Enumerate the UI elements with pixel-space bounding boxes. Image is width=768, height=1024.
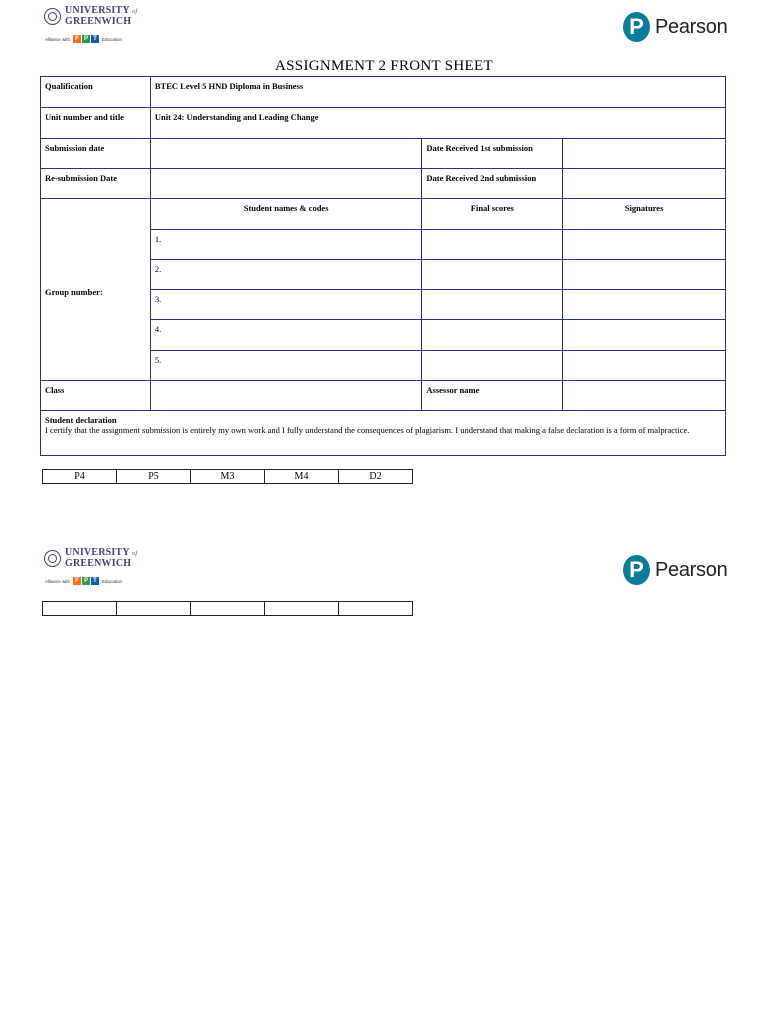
unit-value: Unit 24: Understanding and Leading Change xyxy=(150,108,725,139)
pearson-p-icon: P xyxy=(623,12,650,42)
university-of: of xyxy=(132,9,138,15)
greenwich-crest-icon xyxy=(44,550,61,567)
fpt-letter-t: T xyxy=(91,577,99,585)
criteria-table xyxy=(42,469,413,484)
final-score-field[interactable] xyxy=(422,290,563,320)
university-line2: GREENWICH xyxy=(65,558,132,569)
alliance-with-fpt xyxy=(45,35,137,43)
col-final-scores: Final scores xyxy=(422,199,563,230)
student-name-field[interactable]: 3. xyxy=(150,290,422,320)
resubmission-date-field[interactable] xyxy=(150,169,422,199)
qualification-label: Qualification xyxy=(41,77,151,108)
pearson-logo-page2 xyxy=(623,555,727,585)
student-name-field[interactable]: 2. xyxy=(150,260,422,290)
fpt-letter-p: P xyxy=(84,36,89,42)
student-name-field[interactable]: 1. xyxy=(150,230,422,260)
received-1st-field[interactable] xyxy=(563,139,726,169)
university-of-greenwich-logo-page2 xyxy=(44,548,137,585)
fpt-letter-p: P xyxy=(84,578,89,584)
criterion-d2: D2 xyxy=(339,470,413,484)
university-line2: GREENWICH xyxy=(65,16,132,27)
resubmission-date-label: Re-submission Date xyxy=(41,169,151,199)
pearson-wordmark: Pearson xyxy=(655,558,728,581)
qualification-value: BTEC Level 5 HND Diploma in Business xyxy=(150,77,725,108)
front-sheet-table xyxy=(40,76,726,456)
criterion-p4: P4 xyxy=(43,470,117,484)
university-line1: UNIVERSITY xyxy=(65,547,130,558)
criterion-cell xyxy=(117,602,191,616)
fpt-letter-f: F xyxy=(73,577,81,585)
final-score-field[interactable] xyxy=(422,260,563,290)
signature-field[interactable] xyxy=(563,351,726,381)
submission-date-field[interactable] xyxy=(150,139,422,169)
col-student-names: Student names & codes xyxy=(150,199,422,230)
criterion-p5: P5 xyxy=(117,470,191,484)
declaration-text: I certify that the assignment submission is entirely my own work and I fully understand the consequences of plagiarism. I understand that making a false declaration is a form of malpractice. xyxy=(45,425,690,435)
class-label: Class xyxy=(41,381,151,411)
signature-field[interactable] xyxy=(563,290,726,320)
alliance-prefix: Alliance with xyxy=(45,578,71,584)
final-score-field[interactable] xyxy=(422,351,563,381)
criterion-m4: M4 xyxy=(265,470,339,484)
alliance-suffix: Education xyxy=(102,36,123,42)
page-title: ASSIGNMENT 2 FRONT SHEET xyxy=(275,58,493,74)
university-of: of xyxy=(132,551,138,557)
alliance-with-fpt xyxy=(45,577,137,585)
pearson-logo xyxy=(623,12,727,42)
final-score-field[interactable] xyxy=(422,320,563,351)
submission-date-label: Submission date xyxy=(41,139,151,169)
final-score-field[interactable] xyxy=(422,230,563,260)
fpt-logo xyxy=(73,577,99,585)
student-name-field[interactable]: 4. xyxy=(150,320,422,351)
class-field[interactable] xyxy=(150,381,422,411)
assessor-name-label: Assessor name xyxy=(422,381,563,411)
university-line1: UNIVERSITY xyxy=(65,5,130,16)
unit-label: Unit number and title xyxy=(41,108,151,139)
criterion-cell xyxy=(43,602,117,616)
alliance-prefix: Alliance with xyxy=(45,36,71,42)
received-1st-label: Date Received 1st submission xyxy=(422,139,563,169)
alliance-suffix: Education xyxy=(102,578,123,584)
pearson-wordmark: Pearson xyxy=(655,15,728,38)
fpt-logo xyxy=(73,35,99,43)
university-of-greenwich-logo xyxy=(44,6,137,43)
student-name-field[interactable]: 5. xyxy=(150,351,422,381)
fpt-letter-f: F xyxy=(73,35,81,43)
criterion-cell xyxy=(265,602,339,616)
criteria-table-page2 xyxy=(42,601,413,616)
greenwich-crest-icon xyxy=(44,8,61,25)
received-2nd-label: Date Received 2nd submission xyxy=(422,169,563,199)
group-number-label: Group number: xyxy=(41,199,151,381)
received-2nd-field[interactable] xyxy=(563,169,726,199)
criterion-cell xyxy=(339,602,413,616)
signature-field[interactable] xyxy=(563,260,726,290)
signature-field[interactable] xyxy=(563,320,726,351)
criterion-cell xyxy=(191,602,265,616)
fpt-letter-t: T xyxy=(91,35,99,43)
criterion-m3: M3 xyxy=(191,470,265,484)
student-declaration xyxy=(41,411,726,456)
assessor-name-field[interactable] xyxy=(563,381,726,411)
pearson-p-icon: P xyxy=(623,555,650,585)
signature-field[interactable] xyxy=(563,230,726,260)
declaration-title: Student declaration xyxy=(45,415,117,425)
col-signatures: Signatures xyxy=(563,199,726,230)
